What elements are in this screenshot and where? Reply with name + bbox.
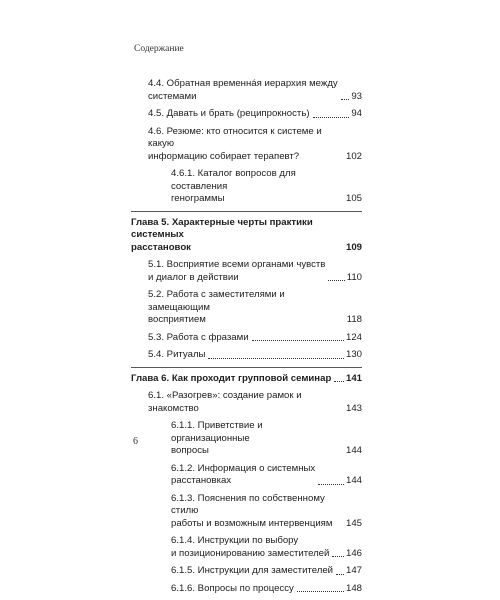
- toc-entry-title: Глава 6. Как проходит групповой семинар: [131, 372, 332, 384]
- running-head: Содержание: [134, 44, 184, 54]
- chapter-divider: [131, 367, 362, 368]
- toc-entry[interactable]: [131, 565, 362, 578]
- toc-entry-page: 124: [345, 331, 362, 343]
- toc-entry-page: 145: [345, 517, 362, 529]
- toc-entry-title: 4.6.1. Каталог вопросов для составления генограммы: [171, 168, 296, 204]
- toc-entry-page: 110: [346, 271, 362, 283]
- toc-entry[interactable]: [131, 390, 362, 415]
- dot-leader: [208, 358, 344, 359]
- dot-leader: [332, 556, 344, 557]
- toc-entry[interactable]: [131, 420, 362, 458]
- toc-entry[interactable]: [131, 126, 362, 164]
- dot-leader: [318, 484, 344, 485]
- toc-entry-page: 94: [351, 108, 362, 119]
- toc-entry-page: 102: [345, 150, 362, 162]
- toc-entry-title: 4.5. Давать и брать (реципрокность): [148, 108, 310, 119]
- toc-entry-page: 118: [346, 314, 362, 325]
- toc-entry-title: 5.3. Работа с фразами: [148, 331, 249, 343]
- toc-entry-page: 144: [345, 475, 362, 486]
- dot-leader: [297, 591, 344, 592]
- dot-leader: [252, 340, 344, 341]
- dot-leader: [313, 117, 350, 118]
- toc-entry[interactable]: [131, 78, 362, 103]
- dot-leader: [341, 99, 350, 100]
- toc-entry-page: 144: [345, 445, 362, 456]
- toc-entry[interactable]: [131, 168, 362, 206]
- dot-leader: [328, 280, 344, 281]
- toc-entry-title: 5.1. Восприятие всеми органами чувств и диалог в действии: [148, 259, 326, 283]
- toc-entry-title: 6.1. «Разогрев»: создание рамок и знакомство: [148, 390, 302, 414]
- toc-entry-page: 93: [351, 90, 362, 102]
- toc-entry-page: 141: [345, 372, 362, 384]
- toc-entry-title: 6.1.6. Вопросы по процессу: [171, 582, 294, 594]
- toc-entry[interactable]: [131, 108, 362, 121]
- page-number: 6: [133, 436, 138, 447]
- toc-entry[interactable]: [131, 349, 362, 362]
- toc-entry-title: 6.1.3. Пояснения по собственному стилю работы и возможным интервенциям: [171, 492, 333, 529]
- toc-entry-title: 5.4. Ритуалы: [148, 349, 206, 360]
- toc-entry-title: 4.6. Резюме: кто относится к системе и какую информацию собирает терапевт?: [148, 125, 322, 162]
- toc-entry[interactable]: [131, 583, 362, 596]
- toc-entry[interactable]: [131, 463, 362, 488]
- toc-entry[interactable]: [131, 493, 362, 531]
- toc-entry-page: 146: [345, 547, 362, 559]
- toc-entry[interactable]: [131, 535, 362, 560]
- toc-entry[interactable]: [131, 259, 362, 284]
- toc-entry-title: 6.1.5. Инструкции для заместителей: [171, 565, 334, 576]
- toc-entry[interactable]: [131, 289, 362, 327]
- toc-entry-title: 6.1.2. Информация о системных расстановках: [171, 462, 316, 486]
- toc-entry-title: 6.1.1. Приветствие и организационные вопросы: [171, 420, 263, 456]
- toc-entry-page: 148: [345, 582, 362, 594]
- toc-entry-page: 105: [345, 193, 362, 204]
- toc-entry-page: 147: [345, 565, 362, 576]
- toc-entry-title: 6.1.4. Инструкции по выбору и позиционированию заместителей: [171, 535, 330, 559]
- toc-entry-page: 143: [345, 402, 362, 414]
- toc-chapter-entry[interactable]: [131, 217, 362, 255]
- toc-entry[interactable]: [131, 332, 362, 345]
- toc-entry-title: Глава 5. Характерные черты практики системных расстановок: [131, 216, 313, 253]
- toc-entry-title: 4.4. Обратная временнáя иерархия между системами: [148, 78, 338, 102]
- toc-entry-page: 109: [345, 241, 362, 253]
- chapter-divider: [131, 211, 362, 212]
- toc-entry-page: 130: [345, 349, 362, 360]
- table-of-contents: [131, 78, 362, 600]
- toc-chapter-entry[interactable]: [131, 373, 362, 386]
- toc-entry-title: 5.2. Работа с заместителями и замещающим восприятием: [148, 289, 285, 325]
- dot-leader: [336, 574, 344, 575]
- dot-leader: [334, 381, 344, 382]
